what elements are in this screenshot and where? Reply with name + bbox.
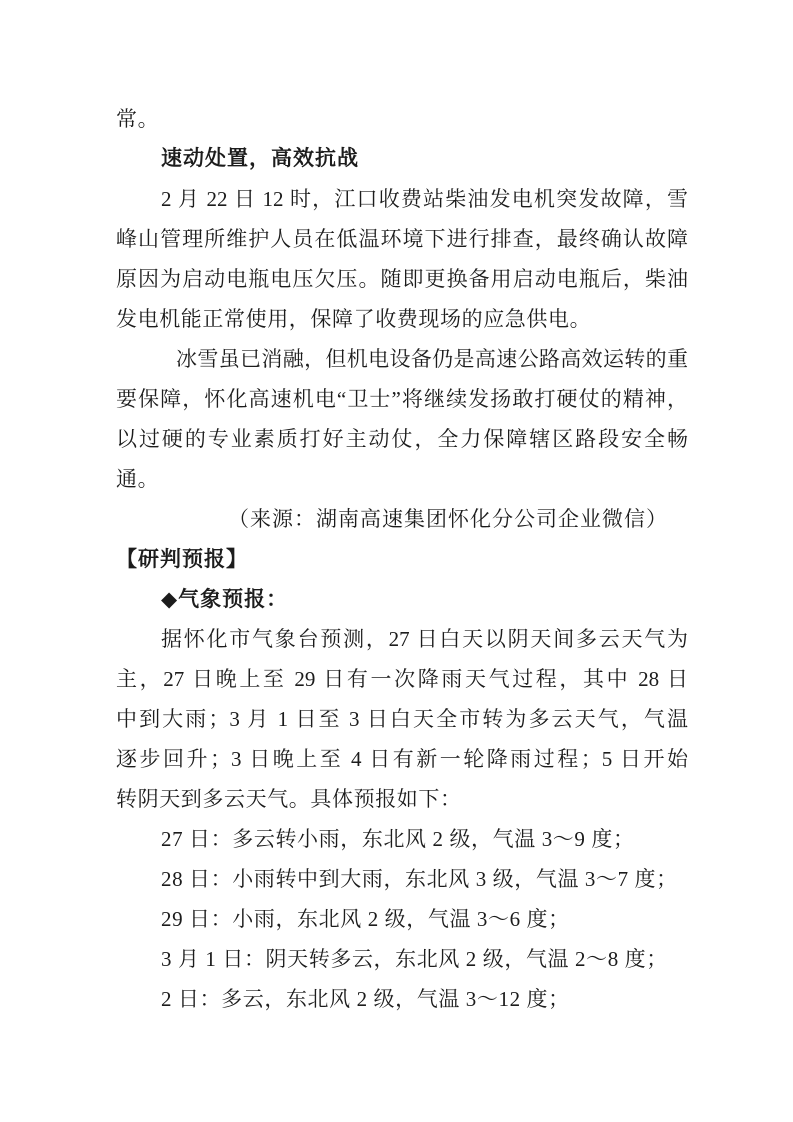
subsection-heading: ◆气象预报： bbox=[161, 587, 289, 611]
forecast-line: 28 日：小雨转中到大雨，东北风 3 级，气温 3～7 度； bbox=[161, 867, 678, 891]
source-attribution: （来源：湖南高速集团怀化分公司企业微信） bbox=[228, 507, 668, 531]
paragraph-line: 常。 bbox=[116, 107, 160, 131]
forecast-line: 29 日：小雨，东北风 2 级，气温 3～6 度； bbox=[161, 907, 570, 931]
page-body-text bbox=[116, 99, 688, 1019]
forecast-line: 3 月 1 日：阴天转多云，东北风 2 级，气温 2～8 度； bbox=[161, 947, 668, 971]
paragraph-line: 冰雪虽已消融，但机电设备仍是高速公路高效运转的重 bbox=[176, 347, 688, 371]
paragraph-line: 通。 bbox=[116, 467, 160, 491]
forecast-line: 27 日：多云转小雨，东北风 2 级，气温 3～9 度； bbox=[161, 827, 635, 851]
paragraph-line: 发电机能正常使用，保障了收费现场的应急供电。 bbox=[116, 307, 592, 331]
paragraph-line: 据怀化市气象台预测，27 日白天以阴天间多云天气为 bbox=[161, 627, 688, 651]
paragraph-line: 原因为启动电瓶电压欠压。随即更换备用启动电瓶后，柴油 bbox=[116, 267, 688, 291]
paragraph-line: 要保障，怀化高速机电“卫士”将继续发扬敢打硬仗的精神， bbox=[116, 387, 688, 411]
paragraph-line: 中到大雨；3 月 1 日至 3 日白天全市转为多云天气，气温 bbox=[116, 707, 688, 731]
paragraph-line: 转阴天到多云天气。具体预报如下： bbox=[116, 787, 462, 811]
paragraph-line: 逐步回升；3 日晚上至 4 日有新一轮降雨过程；5 日开始 bbox=[116, 747, 688, 771]
bracket-heading: 【研判预报】 bbox=[116, 547, 248, 571]
forecast-line: 2 日：多云，东北风 2 级，气温 3～12 度； bbox=[161, 987, 570, 1011]
paragraph-line: 峰山管理所维护人员在低温环境下进行排查，最终确认故障 bbox=[116, 227, 688, 251]
paragraph-line: 主，27 日晚上至 29 日有一次降雨天气过程，其中 28 日 bbox=[116, 667, 688, 691]
paragraph-line: 2 月 22 日 12 时，江口收费站柴油发电机突发故障，雪 bbox=[161, 187, 688, 211]
section-heading: 速动处置，高效抗战 bbox=[161, 147, 359, 170]
paragraph-line: 以过硬的专业素质打好主动仗，全力保障辖区路段安全畅 bbox=[116, 427, 688, 451]
